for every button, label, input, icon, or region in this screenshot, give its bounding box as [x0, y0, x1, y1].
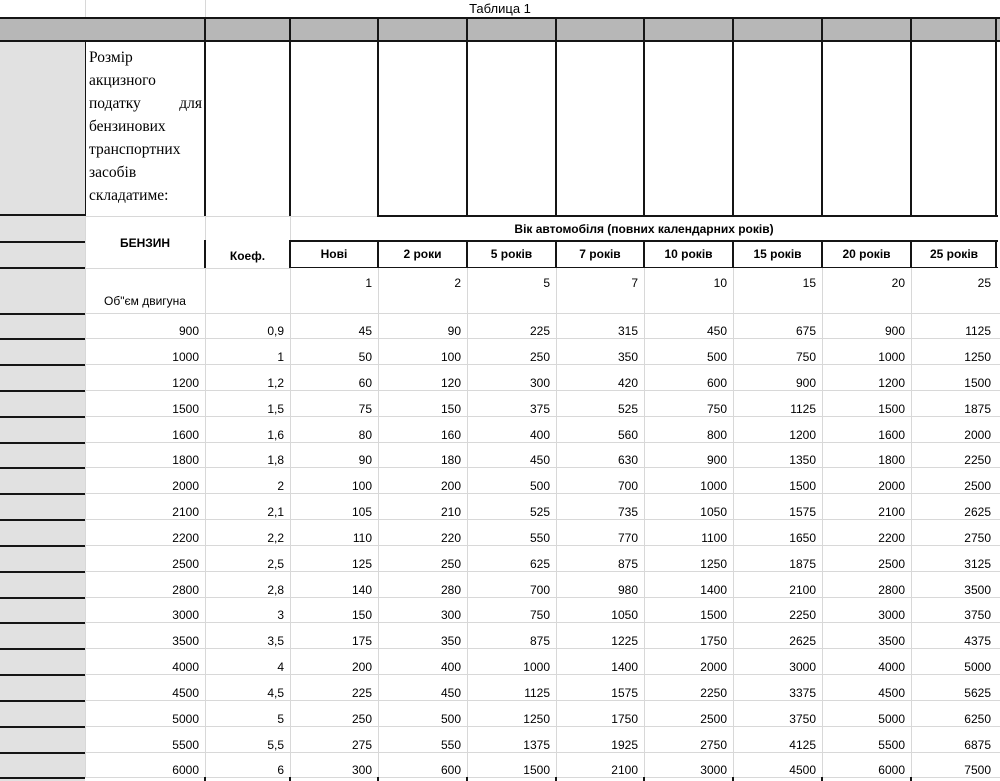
border [0, 214, 85, 216]
tax-value-cell[interactable]: 2250 [789, 608, 816, 623]
border [732, 777, 734, 781]
tax-value-cell[interactable]: 1575 [611, 685, 638, 700]
tax-value-cell[interactable]: 160 [440, 427, 461, 442]
tax-value-cell[interactable]: 350 [440, 634, 461, 649]
border [204, 777, 206, 781]
car-age-band-header-cell[interactable]: Вік автомобіля (повних календарних років) [514, 222, 774, 236]
tax-value-cell[interactable]: 400 [529, 427, 550, 442]
tax-value-cell[interactable]: 1500 [700, 608, 727, 623]
tax-value-cell[interactable]: 315 [617, 324, 638, 339]
tax-value-cell[interactable]: 210 [440, 505, 461, 520]
tax-value-cell[interactable]: 180 [440, 453, 461, 468]
tax-value-cell[interactable]: 560 [617, 427, 638, 442]
border [0, 416, 85, 418]
tax-value-cell[interactable]: 3500 [964, 582, 991, 597]
border [289, 777, 291, 781]
tax-value-cell[interactable]: 1200 [789, 427, 816, 442]
engine-volume-cell[interactable]: 3500 [172, 634, 199, 649]
coefficient-cell[interactable]: 5 [277, 711, 284, 726]
engine-volume-cell[interactable]: 2200 [172, 530, 199, 545]
border [643, 17, 645, 41]
border [732, 17, 734, 41]
age-column-header[interactable]: 25 років [929, 247, 979, 261]
coefficient-cell[interactable]: 2,8 [267, 582, 284, 597]
tax-value-cell[interactable]: 4000 [878, 660, 905, 675]
border [204, 17, 206, 41]
tax-value-cell[interactable]: 1000 [523, 660, 550, 675]
tax-value-cell[interactable]: 3750 [964, 608, 991, 623]
tax-value-cell[interactable]: 175 [351, 634, 372, 649]
tax-value-cell[interactable]: 2000 [964, 427, 991, 442]
fuel-type-cell[interactable]: БЕНЗИН [119, 235, 171, 250]
border [0, 338, 85, 340]
border [0, 241, 85, 243]
tax-value-cell[interactable]: 45 [358, 324, 372, 339]
tax-value-cell[interactable]: 2500 [878, 556, 905, 571]
tax-value-cell[interactable]: 6875 [964, 737, 991, 752]
age-column-header[interactable]: Нові [320, 247, 348, 261]
tax-value-cell[interactable]: 2200 [878, 530, 905, 545]
tax-value-cell[interactable]: 250 [440, 556, 461, 571]
tax-value-cell[interactable]: 500 [529, 479, 550, 494]
tax-value-cell[interactable]: 300 [440, 608, 461, 623]
tax-value-cell[interactable]: 3375 [789, 685, 816, 700]
tax-value-cell[interactable]: 1250 [523, 711, 550, 726]
border [0, 442, 85, 444]
age-column-header[interactable]: 5 років [490, 247, 533, 261]
tax-value-cell[interactable]: 280 [440, 582, 461, 597]
tax-value-cell[interactable]: 4500 [878, 685, 905, 700]
tax-value-cell[interactable]: 1225 [611, 634, 638, 649]
age-multiplier-cell[interactable]: 5 [543, 276, 550, 290]
border [910, 17, 912, 41]
border [0, 622, 85, 624]
tax-value-cell[interactable]: 225 [351, 685, 372, 700]
tax-value-cell[interactable]: 450 [706, 324, 727, 339]
engine-volume-cell[interactable]: 2800 [172, 582, 199, 597]
age-multiplier-cell[interactable]: 2 [454, 276, 461, 290]
tax-value-cell[interactable]: 800 [706, 427, 727, 442]
border [821, 17, 823, 41]
tax-value-cell[interactable]: 2750 [964, 530, 991, 545]
tax-value-cell[interactable]: 275 [351, 737, 372, 752]
tax-value-cell[interactable]: 2625 [964, 505, 991, 520]
coefficient-cell[interactable]: 4,5 [267, 685, 284, 700]
border [0, 467, 85, 469]
border [910, 41, 912, 216]
engine-volume-cell[interactable]: 2500 [172, 556, 199, 571]
engine-volume-cell[interactable]: 2100 [172, 505, 199, 520]
border [466, 777, 468, 781]
tax-value-cell[interactable]: 550 [440, 737, 461, 752]
tax-value-cell[interactable]: 770 [617, 530, 638, 545]
tax-value-cell[interactable]: 1375 [523, 737, 550, 752]
engine-volume-cell[interactable]: 4000 [172, 660, 199, 675]
tax-value-cell[interactable]: 50 [358, 350, 372, 365]
tax-value-cell[interactable]: 625 [529, 556, 550, 571]
engine-volume-cell[interactable]: 5000 [172, 711, 199, 726]
tax-value-cell[interactable]: 550 [529, 530, 550, 545]
engine-volume-cell[interactable]: 900 [178, 324, 199, 339]
engine-volume-cell[interactable]: 1800 [172, 453, 199, 468]
coefficient-cell[interactable]: 3 [277, 608, 284, 623]
tax-value-cell[interactable]: 900 [884, 324, 905, 339]
tax-value-cell[interactable]: 105 [351, 505, 372, 520]
coefficient-cell[interactable]: 2,1 [267, 505, 284, 520]
gridline [85, 777, 1000, 778]
tax-value-cell[interactable]: 300 [529, 375, 550, 390]
tax-value-cell[interactable]: 1125 [965, 324, 991, 339]
coefficient-cell[interactable]: 0,9 [267, 324, 284, 339]
border [0, 545, 85, 547]
border [555, 17, 557, 41]
coefficient-cell[interactable]: 2 [277, 479, 284, 494]
border [995, 17, 997, 41]
tax-value-cell[interactable]: 220 [440, 530, 461, 545]
tax-value-cell[interactable]: 1500 [878, 401, 905, 416]
border [910, 777, 912, 781]
tax-value-cell[interactable]: 350 [617, 350, 638, 365]
engine-volume-cell[interactable]: 1600 [172, 427, 199, 442]
tax-value-cell[interactable]: 750 [529, 608, 550, 623]
border [0, 777, 85, 779]
tax-value-cell[interactable]: 700 [617, 479, 638, 494]
tax-value-cell[interactable]: 525 [529, 505, 550, 520]
tax-value-cell[interactable]: 1750 [611, 711, 638, 726]
tax-value-cell[interactable]: 5000 [878, 711, 905, 726]
border [0, 597, 85, 599]
age-column-header[interactable]: 20 років [842, 247, 891, 261]
tax-value-cell[interactable]: 420 [617, 375, 638, 390]
tax-value-cell[interactable]: 1125 [524, 685, 550, 700]
age-multiplier-cell[interactable]: 20 [891, 276, 905, 290]
border [377, 41, 379, 216]
tax-value-cell[interactable]: 3750 [789, 711, 816, 726]
tax-value-cell[interactable]: 375 [529, 401, 550, 416]
border [466, 41, 468, 216]
engine-volume-cell[interactable]: 4500 [172, 685, 199, 700]
tax-value-cell[interactable]: 90 [447, 324, 461, 339]
tax-value-cell[interactable]: 100 [440, 350, 461, 365]
tax-value-cell[interactable]: 2100 [878, 505, 905, 520]
age-multiplier-cell[interactable]: 1 [365, 276, 372, 290]
tax-value-cell[interactable]: 700 [529, 582, 550, 597]
tax-value-cell[interactable]: 1575 [789, 505, 816, 520]
tax-value-cell[interactable]: 875 [617, 556, 638, 571]
engine-volume-cell[interactable]: 1200 [172, 375, 199, 390]
tax-value-cell[interactable]: 3000 [878, 608, 905, 623]
tax-value-cell[interactable]: 1350 [789, 453, 816, 468]
description-cell[interactable]: Розмір акцизного податку для бензинових транспортних засобів складатиме: [89, 49, 202, 204]
tax-value-cell[interactable]: 2250 [964, 453, 991, 468]
tax-value-cell[interactable]: 1800 [878, 453, 905, 468]
tax-value-cell[interactable]: 750 [795, 350, 816, 365]
tax-value-cell[interactable]: 1925 [611, 737, 638, 752]
tax-value-cell[interactable]: 500 [440, 711, 461, 726]
border [0, 700, 85, 702]
tax-value-cell[interactable]: 100 [351, 479, 372, 494]
tax-value-cell[interactable]: 1000 [700, 479, 727, 494]
border [0, 674, 85, 676]
tax-value-cell[interactable]: 4375 [964, 634, 991, 649]
tax-value-cell[interactable]: 630 [617, 453, 638, 468]
tax-value-cell[interactable]: 875 [529, 634, 550, 649]
border [643, 41, 645, 216]
tax-value-cell[interactable]: 1400 [611, 660, 638, 675]
border [995, 41, 997, 216]
border [0, 571, 85, 573]
tax-value-cell[interactable]: 5500 [878, 737, 905, 752]
border [821, 777, 823, 781]
engine-volume-header-cell[interactable]: Об"єм двигуна [104, 294, 186, 308]
tax-value-cell[interactable]: 140 [351, 582, 372, 597]
tax-value-cell[interactable]: 1750 [700, 634, 727, 649]
border [643, 777, 645, 781]
tax-value-cell[interactable]: 80 [358, 427, 372, 442]
tax-value-cell[interactable]: 75 [358, 401, 372, 416]
border [0, 648, 85, 650]
tax-value-cell[interactable]: 1500 [964, 375, 991, 390]
tax-value-cell[interactable]: 125 [351, 556, 372, 571]
tax-value-cell[interactable]: 4125 [789, 737, 816, 752]
age-multiplier-cell[interactable]: 25 [977, 276, 991, 290]
tax-value-cell[interactable]: 750 [706, 401, 727, 416]
tax-value-cell[interactable]: 2100 [789, 582, 816, 597]
tax-value-cell[interactable]: 1250 [700, 556, 727, 571]
table-title-cell[interactable]: Таблица 1 [469, 1, 531, 16]
tax-value-cell[interactable]: 600 [706, 375, 727, 390]
tax-value-cell[interactable]: 500 [706, 350, 727, 365]
border [0, 752, 85, 754]
tax-value-cell[interactable]: 525 [617, 401, 638, 416]
tax-value-cell[interactable]: 400 [440, 660, 461, 675]
tax-value-cell[interactable]: 150 [440, 401, 461, 416]
tax-value-cell[interactable]: 250 [529, 350, 550, 365]
tax-value-cell[interactable]: 7500 [964, 763, 991, 778]
coefficient-header-cell[interactable]: Коеф. [229, 249, 266, 263]
tax-value-cell[interactable]: 250 [351, 711, 372, 726]
border [466, 17, 468, 41]
border [0, 519, 85, 521]
tax-value-cell[interactable]: 4500 [789, 763, 816, 778]
border [0, 267, 85, 269]
engine-volume-cell[interactable]: 3000 [172, 608, 199, 623]
tax-value-cell[interactable]: 6250 [964, 711, 991, 726]
row-stub-column[interactable] [0, 41, 85, 781]
tax-value-cell[interactable]: 2800 [878, 582, 905, 597]
tax-value-cell[interactable]: 2500 [700, 711, 727, 726]
tax-value-cell[interactable]: 1650 [789, 530, 816, 545]
coefficient-cell[interactable]: 1 [277, 350, 284, 365]
age-column-header[interactable]: 15 років [753, 247, 802, 261]
tax-value-cell[interactable]: 900 [795, 375, 816, 390]
border [377, 777, 379, 781]
coefficient-cell[interactable]: 1,2 [267, 375, 284, 390]
tax-value-cell[interactable]: 450 [440, 685, 461, 700]
engine-volume-cell[interactable]: 2000 [172, 479, 199, 494]
tax-value-cell[interactable]: 1875 [964, 401, 991, 416]
age-multiplier-cell[interactable]: 7 [631, 276, 638, 290]
tax-value-cell[interactable]: 1000 [878, 350, 905, 365]
filled-header-row[interactable] [0, 17, 1000, 41]
coefficient-cell[interactable]: 6 [277, 763, 284, 778]
tax-value-cell[interactable]: 225 [529, 324, 550, 339]
tax-value-cell[interactable]: 6000 [878, 763, 905, 778]
border [0, 364, 85, 366]
tax-value-cell[interactable]: 120 [440, 375, 461, 390]
tax-value-cell[interactable]: 90 [358, 453, 372, 468]
tax-value-cell[interactable]: 200 [351, 660, 372, 675]
tax-value-cell[interactable]: 1600 [878, 427, 905, 442]
coefficient-cell[interactable]: 2,5 [267, 556, 284, 571]
coefficient-cell[interactable]: 1,6 [267, 427, 284, 442]
tax-value-cell[interactable]: 2625 [789, 634, 816, 649]
tax-value-cell[interactable]: 2500 [964, 479, 991, 494]
tax-value-cell[interactable]: 2750 [700, 737, 727, 752]
coefficient-cell[interactable]: 1,8 [267, 453, 284, 468]
age-multiplier-cell[interactable]: 10 [713, 276, 727, 290]
tax-value-cell[interactable]: 150 [351, 608, 372, 623]
tax-value-cell[interactable]: 5000 [964, 660, 991, 675]
tax-value-cell[interactable]: 980 [617, 582, 638, 597]
tax-value-cell[interactable]: 1875 [789, 556, 816, 571]
tax-value-cell[interactable]: 600 [440, 763, 461, 778]
tax-value-cell[interactable]: 2100 [611, 763, 638, 778]
tax-value-cell[interactable]: 1125 [790, 401, 816, 416]
tax-value-cell[interactable]: 1500 [789, 479, 816, 494]
tax-value-cell[interactable]: 300 [351, 763, 372, 778]
tax-value-cell[interactable]: 2250 [700, 685, 727, 700]
tax-value-cell[interactable]: 1500 [523, 763, 550, 778]
border [555, 41, 557, 216]
engine-volume-cell[interactable]: 6000 [172, 763, 199, 778]
border [0, 493, 85, 495]
border [289, 41, 291, 216]
tax-value-cell[interactable]: 900 [706, 453, 727, 468]
tax-value-cell[interactable]: 735 [617, 505, 638, 520]
tax-value-cell[interactable]: 5625 [964, 685, 991, 700]
tax-value-cell[interactable]: 1400 [700, 582, 727, 597]
border [0, 726, 85, 728]
coefficient-cell[interactable]: 2,2 [267, 530, 284, 545]
age-column-header[interactable]: 7 років [579, 247, 621, 261]
border [555, 777, 557, 781]
age-column-header[interactable]: 10 років [664, 247, 713, 261]
tax-value-cell[interactable]: 2000 [878, 479, 905, 494]
tax-value-cell[interactable]: 1050 [700, 505, 727, 520]
tax-value-cell[interactable]: 1200 [878, 375, 905, 390]
tax-value-cell[interactable]: 60 [358, 375, 372, 390]
border [732, 41, 734, 216]
engine-volume-cell[interactable]: 5500 [172, 737, 199, 752]
coefficient-cell[interactable]: 1,5 [267, 401, 284, 416]
tax-value-cell[interactable]: 3500 [878, 634, 905, 649]
tax-value-cell[interactable]: 2000 [700, 660, 727, 675]
coefficient-cell[interactable]: 5,5 [267, 737, 284, 752]
border [0, 390, 85, 392]
border [289, 17, 291, 41]
tax-value-cell[interactable]: 110 [352, 530, 372, 545]
coefficient-cell[interactable]: 3,5 [267, 634, 284, 649]
tax-value-cell[interactable]: 1100 [701, 530, 727, 545]
tax-value-cell[interactable]: 3000 [789, 660, 816, 675]
tax-value-cell[interactable]: 450 [529, 453, 550, 468]
border [0, 313, 85, 315]
tax-value-cell[interactable]: 3125 [964, 556, 991, 571]
engine-volume-cell[interactable]: 1500 [172, 401, 199, 416]
coefficient-cell[interactable]: 4 [277, 660, 284, 675]
border [821, 41, 823, 216]
tax-value-cell[interactable]: 675 [795, 324, 816, 339]
tax-value-cell[interactable]: 3000 [700, 763, 727, 778]
age-column-header[interactable]: 2 роки [403, 247, 442, 261]
tax-value-cell[interactable]: 1250 [964, 350, 991, 365]
border [377, 17, 379, 41]
age-multiplier-cell[interactable]: 15 [802, 276, 816, 290]
tax-value-cell[interactable]: 200 [440, 479, 461, 494]
tax-value-cell[interactable]: 1050 [611, 608, 638, 623]
engine-volume-cell[interactable]: 1000 [172, 350, 199, 365]
